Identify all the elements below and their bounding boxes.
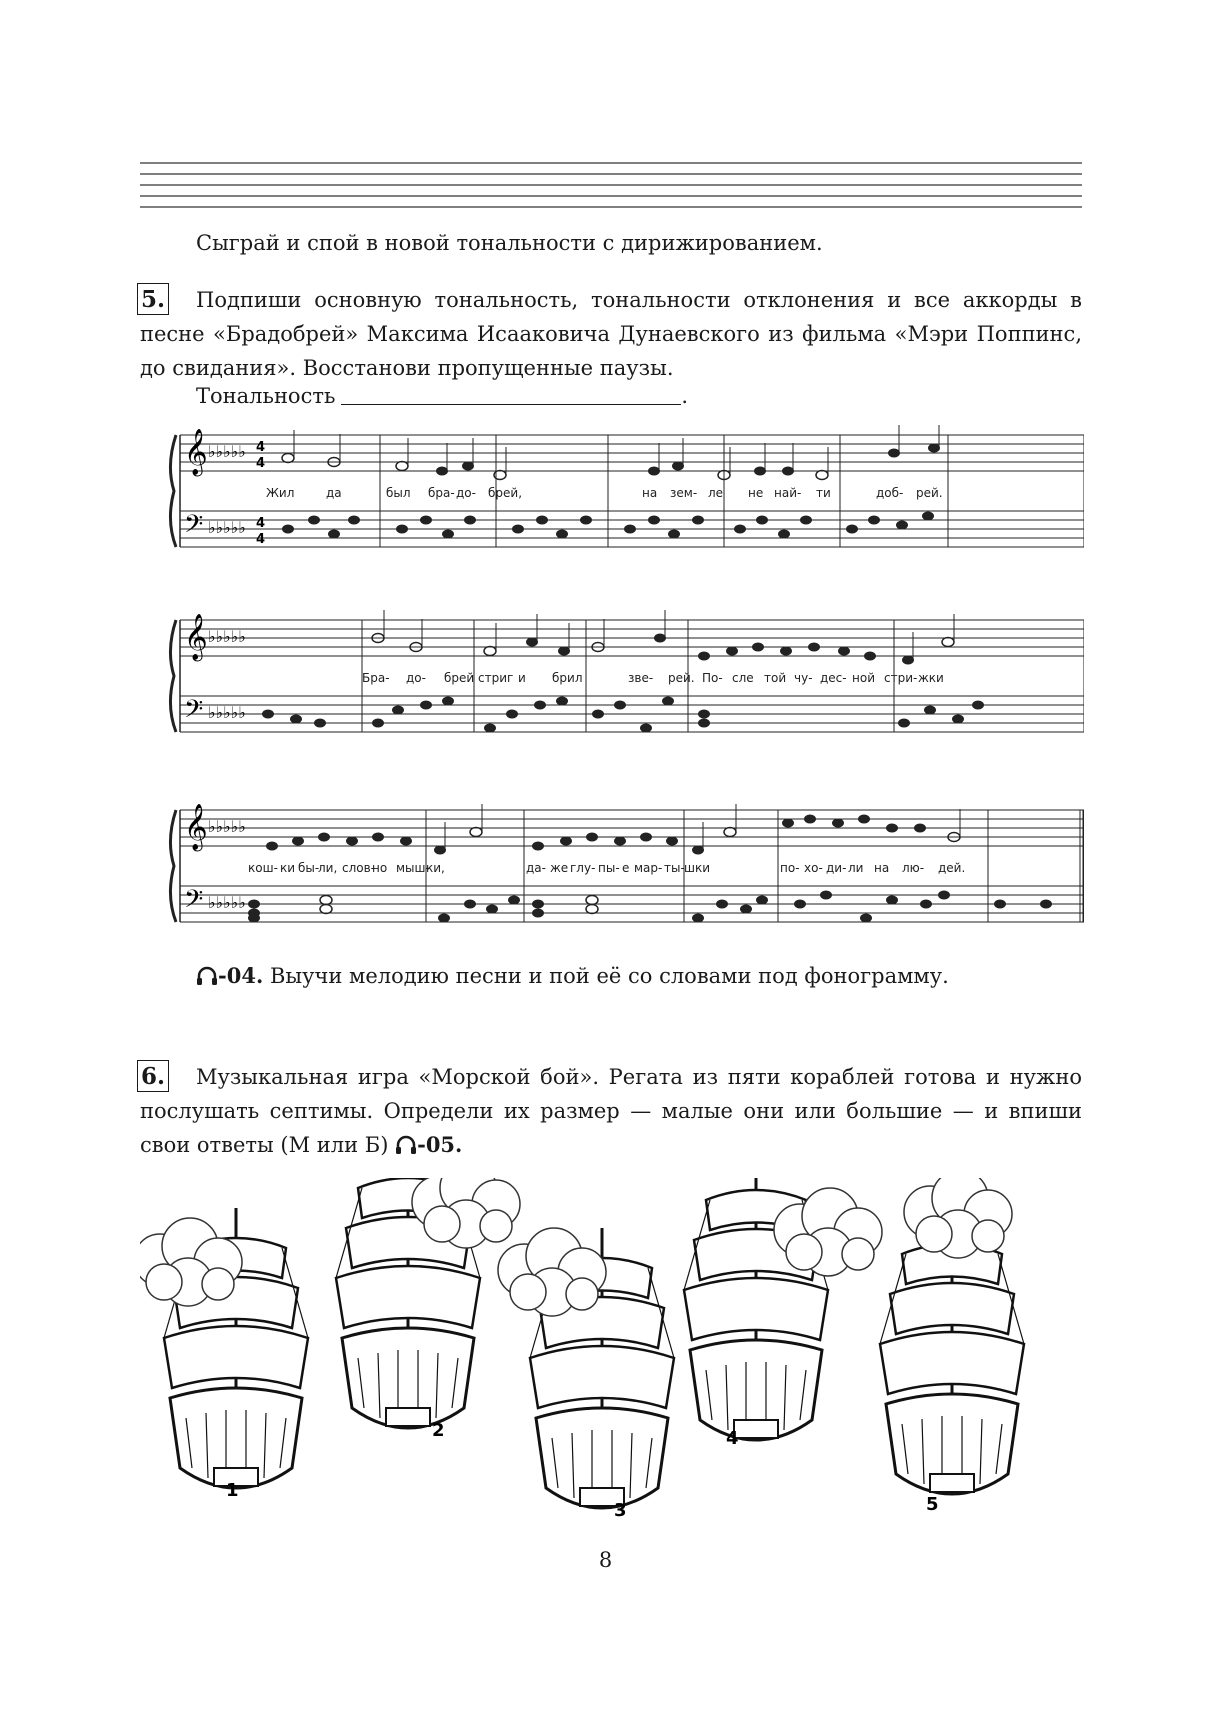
svg-text:𝄢: 𝄢 bbox=[184, 885, 204, 920]
lyric: пы- bbox=[598, 861, 620, 875]
lyric: но bbox=[372, 861, 388, 875]
headphones-icon bbox=[196, 966, 218, 986]
svg-text:𝄞: 𝄞 bbox=[184, 614, 208, 660]
task5-text: Подпиши основную тональность, тональности отклонения и все аккорды в песне «Брадобрей» Максима Исааковича Дунаевского из фильма «Мэри Поппинс, до свидания». Восстанови пропущенные паузы. bbox=[140, 288, 1082, 380]
lyric: брей, bbox=[488, 486, 523, 500]
lyric: рей. bbox=[668, 671, 695, 685]
lyric: брил bbox=[552, 671, 583, 685]
tonality-end: . bbox=[681, 384, 689, 408]
lyric: да- bbox=[526, 861, 546, 875]
lyric: чу- bbox=[794, 671, 813, 685]
ship-label-2: 2 bbox=[432, 1420, 445, 1441]
lyric: брей bbox=[444, 671, 475, 685]
lyric: до- bbox=[456, 486, 476, 500]
ship-label-5: 5 bbox=[926, 1494, 939, 1515]
lyric: ки, bbox=[426, 861, 445, 875]
svg-text:♭♭♭♭♭: ♭♭♭♭♭ bbox=[208, 817, 246, 836]
lyric: най- bbox=[774, 486, 802, 500]
lyric: рей. bbox=[916, 486, 943, 500]
lyric: да bbox=[326, 486, 342, 500]
svg-text:4: 4 bbox=[256, 532, 266, 547]
lyric: ты- bbox=[664, 861, 685, 875]
lyric: зем- bbox=[670, 486, 698, 500]
lyric: Бра- bbox=[362, 671, 390, 685]
score-system-2 bbox=[158, 610, 1084, 750]
task5-audio-instruction bbox=[196, 963, 949, 988]
lyric: кош- bbox=[248, 861, 278, 875]
lyric: По- bbox=[702, 671, 723, 685]
ships-illustration bbox=[140, 1178, 1080, 1538]
lyric: мар- bbox=[634, 861, 663, 875]
svg-text:𝄞: 𝄞 bbox=[184, 429, 208, 475]
lyric: стриг bbox=[478, 671, 514, 685]
lyric: на bbox=[642, 486, 658, 500]
lyric: доб- bbox=[876, 486, 904, 500]
lyric: ли, bbox=[318, 861, 338, 875]
page-number: 8 bbox=[598, 1548, 613, 1572]
lyric: не bbox=[748, 486, 764, 500]
svg-text:4: 4 bbox=[256, 440, 266, 455]
headphones-icon bbox=[395, 1135, 417, 1155]
svg-text:4: 4 bbox=[256, 456, 266, 471]
svg-text:♭♭♭♭♭: ♭♭♭♭♭ bbox=[208, 893, 246, 912]
lyric: дей. bbox=[938, 861, 966, 875]
svg-text:♭♭♭♭♭: ♭♭♭♭♭ bbox=[208, 442, 246, 461]
lyric: той bbox=[764, 671, 787, 685]
tonality-label: Тональность bbox=[196, 384, 336, 408]
lyric: на bbox=[874, 861, 890, 875]
svg-text:𝄢: 𝄢 bbox=[184, 695, 204, 730]
task6-text bbox=[140, 1060, 1082, 1162]
lyric: ной bbox=[852, 671, 875, 685]
lyric: ки bbox=[280, 861, 296, 875]
task6-number: 6. bbox=[137, 1060, 169, 1092]
lyric: по- bbox=[780, 861, 800, 875]
lyric: слов- bbox=[342, 861, 376, 875]
lyric: е bbox=[622, 861, 630, 875]
audio-track-code: -04. bbox=[218, 963, 264, 988]
svg-text:♭♭♭♭♭: ♭♭♭♭♭ bbox=[208, 627, 246, 646]
svg-text:𝄞: 𝄞 bbox=[184, 804, 208, 850]
blank-staff bbox=[140, 162, 1082, 210]
svg-text:♭♭♭♭♭: ♭♭♭♭♭ bbox=[208, 703, 246, 722]
lyric: ти bbox=[816, 486, 831, 500]
lyric: зве- bbox=[628, 671, 654, 685]
score-system-3 bbox=[158, 800, 1084, 940]
lyric: ле bbox=[708, 486, 724, 500]
score-system-1 bbox=[158, 425, 1084, 565]
lyric: шки bbox=[684, 861, 711, 875]
lyric: ди- bbox=[826, 861, 847, 875]
lyric: дес- bbox=[820, 671, 847, 685]
lyric: же bbox=[550, 861, 569, 875]
thought-cloud bbox=[498, 1228, 606, 1316]
lyric: сле bbox=[732, 671, 754, 685]
svg-text:4: 4 bbox=[256, 516, 266, 531]
tonality-answer-field[interactable] bbox=[341, 404, 681, 405]
task6-text-body: Музыкальная игра «Морской бой». Регата из пяти кораблей готова и нужно послушать септимы. Определи их размер — малые они или большие — и впиши свои ответы (М или Б) bbox=[140, 1065, 1082, 1157]
thought-cloud bbox=[904, 1178, 1012, 1258]
lyric: бы- bbox=[298, 861, 320, 875]
lyric: до- bbox=[406, 671, 426, 685]
svg-text:𝄢: 𝄢 bbox=[184, 510, 204, 545]
lyric: глу- bbox=[570, 861, 596, 875]
lyric: Жил bbox=[266, 486, 295, 500]
task6-audio-code: -05. bbox=[417, 1132, 463, 1157]
lyric: и bbox=[518, 671, 526, 685]
lyric: мыш- bbox=[396, 861, 430, 875]
ship-label-3: 3 bbox=[614, 1500, 627, 1521]
lyric: был bbox=[386, 486, 411, 500]
lyric: хо- bbox=[804, 861, 823, 875]
lyric: ли bbox=[848, 861, 864, 875]
lyric: стри- bbox=[884, 671, 918, 685]
tonality-line bbox=[196, 384, 688, 408]
ship-label-1: 1 bbox=[226, 1480, 239, 1501]
thought-cloud bbox=[140, 1218, 242, 1306]
svg-text:♭♭♭♭♭: ♭♭♭♭♭ bbox=[208, 518, 246, 537]
lyric: бра- bbox=[428, 486, 455, 500]
task4-instruction: Сыграй и спой в новой тональности с дирижированием. bbox=[196, 231, 823, 255]
audio-instruction-text: Выучи мелодию песни и пой её со словами под фонограмму. bbox=[263, 964, 949, 988]
lyric: лю- bbox=[902, 861, 925, 875]
task5-number: 5. bbox=[137, 283, 169, 315]
ship-label-4: 4 bbox=[726, 1428, 739, 1449]
lyric: жки bbox=[918, 671, 944, 685]
